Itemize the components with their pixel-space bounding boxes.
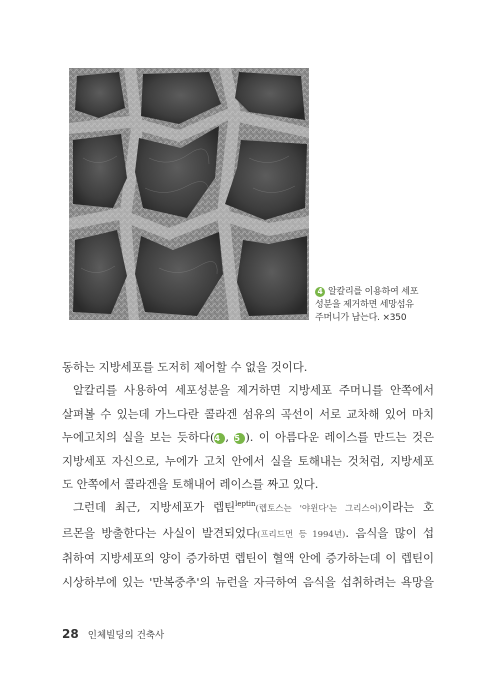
micrograph-image [69, 68, 309, 320]
figure-ref-badge-4: 4 [214, 433, 225, 444]
running-title: 인체빌딩의 건축사 [87, 630, 165, 641]
body-line-4-separator: , [225, 430, 235, 445]
body-line-6: 도 안쪽에서 콜라겐을 토해내어 레이스를 짜고 있다. [62, 477, 319, 492]
body-line-7 [62, 496, 434, 521]
body-line-4-part-a: 누에고치의 실을 보는 듯하다( [62, 430, 215, 445]
caption-number-badge: 4 [315, 287, 325, 297]
caption-line-2: 성분을 제거하면 세망섬유 [315, 300, 414, 310]
body-line-8 [62, 522, 434, 547]
body-line-2: 알칼리를 사용하여 세포성분을 제거하면 지방세포 주머니를 안쪽에서 [73, 383, 434, 398]
body-line-7-part-a: 그런데 최근, 지방세포가 렙틴 [73, 500, 236, 515]
body-line-4-part-b: ). 이 아름다운 레이스를 만드는 것은 [245, 430, 434, 445]
figure-ref-badge-5: 5 [234, 433, 245, 444]
body-line-10: 시상하부에 있는 '만복중추'의 뉴런을 자극하여 음식을 섭취하려는 욕망을 [62, 574, 434, 589]
body-line-8-part-a: 르몬을 방출한다는 사실이 발견되었다 [62, 525, 258, 540]
body-line-4 [62, 426, 434, 449]
electron-micrograph [69, 68, 309, 320]
body-line-8-part-b: . 음식을 많이 섭 [345, 525, 434, 540]
page-footer [62, 623, 164, 642]
page-number: 28 [62, 627, 79, 641]
body-line-5: 지방세포 자신으로, 누에가 고치 안에서 실을 토해내는 것처럼, 지방세포 [62, 453, 434, 468]
leptin-etymology-note: (렙토스는 '야윈다'는 그리스어) [255, 504, 382, 515]
caption-line-3: 주머니가 남는다. ×350 [315, 313, 407, 323]
body-line-3: 살펴볼 수 있는데 가느다란 콜라겐 섬유의 곡선이 서로 교차해 있어 마치 [62, 406, 434, 421]
body-line-7-part-b: 이라는 호 [381, 500, 434, 515]
citation-note: (프리드먼 등 1994년) [257, 529, 346, 540]
caption-line-1: 알칼리를 이용하여 세포 [328, 287, 419, 297]
figure-caption [315, 286, 465, 325]
body-text [62, 356, 434, 594]
body-line-9: 취하여 지방세포의 양이 증가하면 렙틴이 혈액 안에 증가하는데 이 렙틴이 [62, 551, 434, 566]
leptin-superscript: leptin [235, 500, 256, 509]
body-line-1: 동하는 지방세포를 도저히 제어할 수 없을 것이다. [62, 360, 308, 374]
